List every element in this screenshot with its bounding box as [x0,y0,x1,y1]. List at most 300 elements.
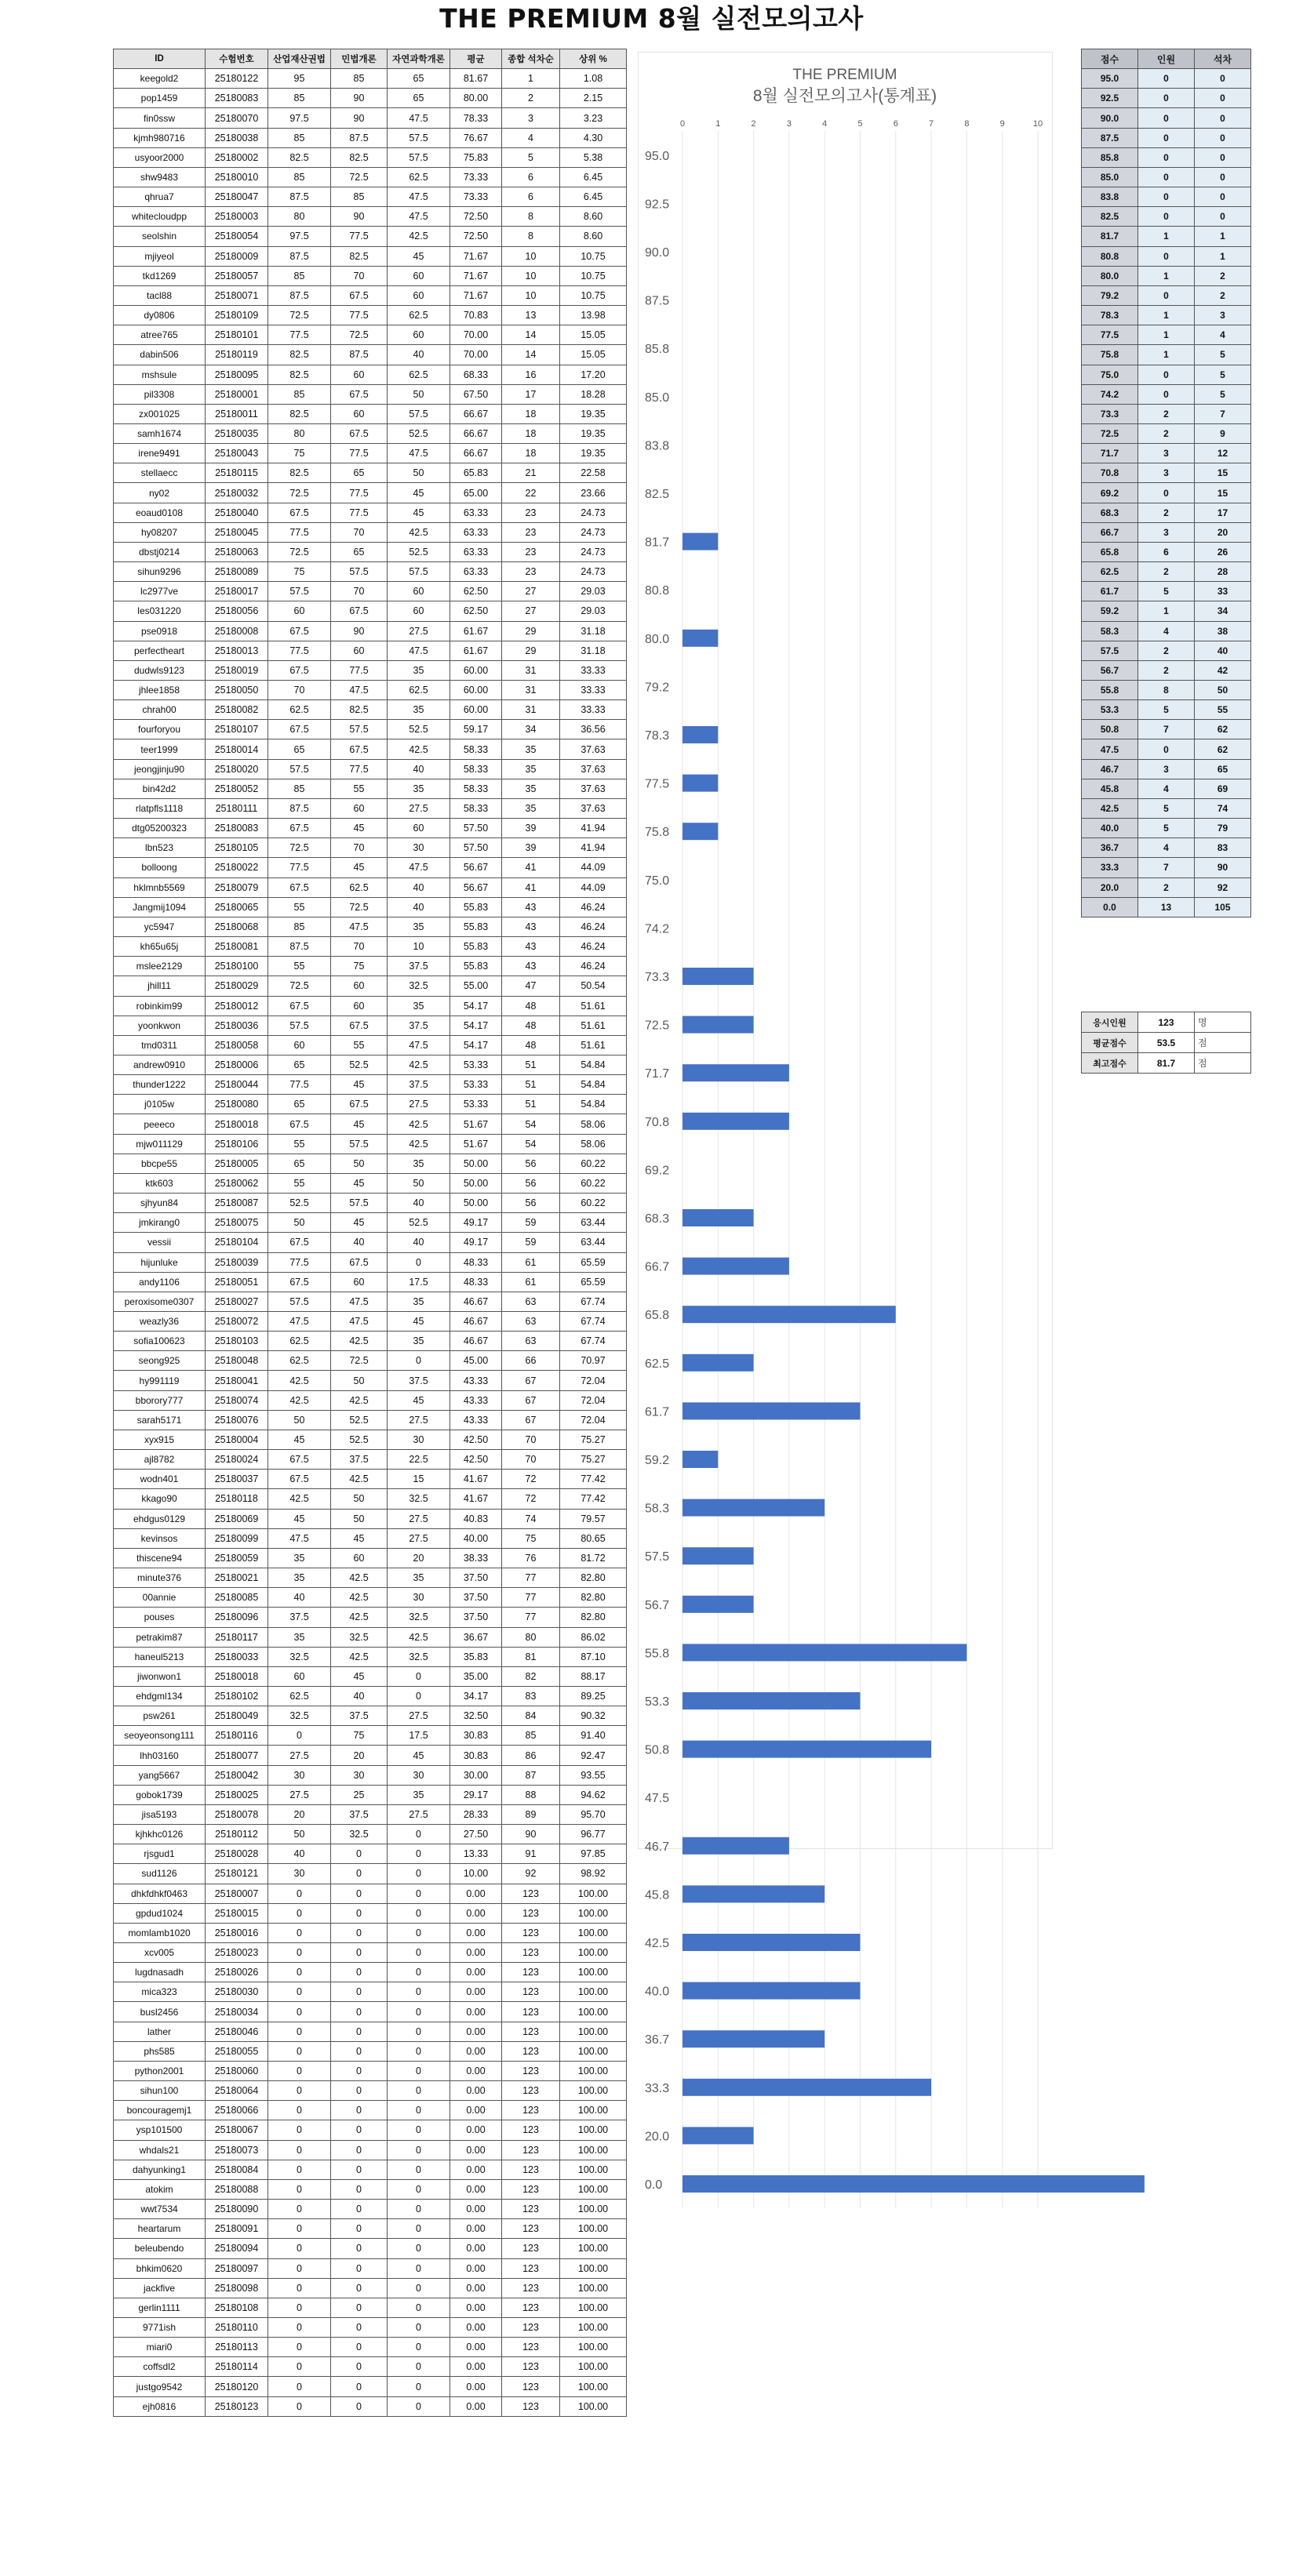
cell-top-percent: 10.75 [560,246,627,266]
cell-overall-rank: 3 [502,108,560,128]
cell-top-percent: 100.00 [560,2061,627,2080]
cell-exam-number: 25180115 [206,463,268,483]
cell-exam-number: 25180065 [206,897,268,917]
stats-row [1082,897,1251,917]
table-row [114,1312,627,1332]
cell-patent-law: 35 [268,1568,331,1588]
cell-civil-law: 72.5 [331,325,388,345]
cell-natural-science: 32.5 [388,1489,450,1509]
cell-natural-science: 0 [388,2022,450,2041]
cell-id: thunder1222 [114,1075,206,1095]
stats-cell-rank: 1 [1195,227,1251,246]
cell-exam-number: 25180098 [206,2278,268,2298]
bar [682,1258,789,1275]
cell-patent-law: 77.5 [268,1075,331,1095]
cell-id: fourforyou [114,720,206,739]
cell-id: tacl88 [114,285,206,305]
cell-id: sofia100623 [114,1332,206,1351]
cell-natural-science: 0 [388,2239,450,2258]
table-row [114,2160,627,2179]
cell-id: bin42d2 [114,779,206,798]
cell-overall-rank: 56 [502,1154,560,1173]
bar [682,823,718,840]
stats-cell-score: 42.5 [1082,798,1138,818]
table-row [114,1943,627,1963]
cell-overall-rank: 27 [502,601,560,621]
summary-unit: 명 [1195,1012,1251,1033]
cell-natural-science: 0 [388,2298,450,2317]
stats-cell-count: 1 [1138,601,1195,621]
bar [682,1113,789,1130]
cell-top-percent: 65.59 [560,1252,627,1272]
table-row [114,1194,627,1213]
stats-cell-score: 80.8 [1082,246,1138,266]
cell-civil-law: 82.5 [331,700,388,720]
cell-id: les031220 [114,601,206,621]
cell-civil-law: 57.5 [331,720,388,739]
cell-exam-number: 25180016 [206,1923,268,1942]
cell-id: momlamb1020 [114,1923,206,1942]
cell-top-percent: 41.94 [560,838,627,858]
cell-top-percent: 97.85 [560,1844,627,1864]
cell-patent-law: 85 [268,89,331,108]
cell-id: zx001025 [114,404,206,423]
cell-overall-rank: 123 [502,2160,560,2179]
cell-overall-rank: 23 [502,542,560,561]
cell-top-percent: 100.00 [560,1923,627,1942]
cell-patent-law: 67.5 [268,1233,331,1252]
cell-overall-rank: 76 [502,1548,560,1568]
cell-patent-law: 67.5 [268,621,331,641]
y-tick-label: 40.0 [645,1985,670,1999]
cell-natural-science: 32.5 [388,1608,450,1627]
cell-average: 0.00 [450,2061,502,2080]
cell-exam-number: 25180037 [206,1470,268,1489]
cell-top-percent: 96.77 [560,1825,627,1844]
cell-natural-science: 47.5 [388,858,450,877]
cell-average: 0.00 [450,2200,502,2219]
cell-overall-rank: 66 [502,1351,560,1371]
table-row [114,128,627,147]
cell-top-percent: 100.00 [560,2357,627,2377]
cell-exam-number: 25180017 [206,582,268,601]
x-tick-label: 7 [929,119,934,129]
cell-exam-number: 25180116 [206,1726,268,1746]
cell-exam-number: 25180052 [206,779,268,798]
cell-natural-science: 42.5 [388,739,450,759]
stats-row [1082,720,1251,739]
stats-cell-rank: 9 [1195,423,1251,443]
stats-cell-score: 0.0 [1082,897,1138,917]
table-row [114,266,627,285]
table-row [114,2022,627,2041]
stats-cell-rank: 15 [1195,483,1251,503]
cell-patent-law: 60 [268,601,331,621]
cell-average: 42.50 [450,1450,502,1470]
cell-overall-rank: 6 [502,167,560,187]
cell-exam-number: 25180080 [206,1095,268,1114]
cell-exam-number: 25180079 [206,877,268,897]
cell-id: busl2456 [114,2002,206,2022]
stats-row [1082,877,1251,897]
stats-row [1082,503,1251,522]
cell-average: 0.00 [450,2101,502,2120]
cell-id: jhlee1858 [114,681,206,700]
bar [682,1306,896,1323]
cell-patent-law: 72.5 [268,542,331,561]
cell-average: 0.00 [450,1963,502,1982]
cell-patent-law: 75 [268,444,331,463]
stats-cell-count: 13 [1138,897,1195,917]
cell-patent-law: 0 [268,1943,331,1963]
cell-patent-law: 82.5 [268,345,331,365]
cell-civil-law: 45 [331,1173,388,1193]
cell-natural-science: 0 [388,2140,450,2160]
cell-patent-law: 87.5 [268,798,331,818]
cell-id: kjhkhc0126 [114,1825,206,1844]
cell-top-percent: 86.02 [560,1627,627,1647]
table-row [114,187,627,207]
y-tick-label: 59.2 [645,1454,670,1467]
stats-cell-count: 0 [1138,246,1195,266]
cell-civil-law: 67.5 [331,601,388,621]
table-row [114,1825,627,1844]
cell-top-percent: 24.73 [560,522,627,542]
table-row [114,1706,627,1726]
table-row [114,2120,627,2140]
cell-id: justgo9542 [114,2377,206,2396]
cell-natural-science: 0 [388,2278,450,2298]
cell-natural-science: 32.5 [388,976,450,996]
cell-id: hijunluke [114,1252,206,1272]
cell-id: qhrua7 [114,187,206,207]
cell-overall-rank: 123 [502,1943,560,1963]
table-row [114,1134,627,1154]
table-row [114,207,627,227]
table-row [114,1864,627,1884]
stats-row [1082,384,1251,404]
cell-top-percent: 58.06 [560,1134,627,1154]
bar [682,1016,754,1034]
cell-natural-science: 60 [388,582,450,601]
cell-overall-rank: 123 [502,2002,560,2022]
cell-overall-rank: 47 [502,976,560,996]
cell-natural-science: 27.5 [388,1095,450,1114]
cell-civil-law: 32.5 [331,1627,388,1647]
cell-natural-science: 0 [388,2317,450,2337]
cell-natural-science: 60 [388,819,450,838]
cell-id: seolshin [114,227,206,246]
cell-overall-rank: 41 [502,877,560,897]
cell-top-percent: 15.05 [560,345,627,365]
summary-row [1082,1053,1251,1074]
cell-civil-law: 67.5 [331,1016,388,1035]
cell-exam-number: 25180077 [206,1746,268,1765]
stats-header-count: 인원 [1138,49,1195,69]
cell-overall-rank: 34 [502,720,560,739]
cell-overall-rank: 18 [502,423,560,443]
cell-exam-number: 25180120 [206,2377,268,2396]
cell-top-percent: 5.38 [560,147,627,167]
cell-civil-law: 77.5 [331,660,388,680]
cell-natural-science: 47.5 [388,1035,450,1055]
cell-natural-science: 60 [388,285,450,305]
cell-natural-science: 45 [388,503,450,522]
cell-exam-number: 25180007 [206,1884,268,1903]
stats-cell-score: 40.0 [1082,819,1138,838]
table-row [114,700,627,720]
cell-natural-science: 10 [388,937,450,957]
cell-overall-rank: 4 [502,128,560,147]
cell-exam-number: 25180026 [206,1963,268,1982]
cell-patent-law: 77.5 [268,522,331,542]
cell-overall-rank: 84 [502,1706,560,1726]
cell-natural-science: 40 [388,877,450,897]
cell-overall-rank: 63 [502,1292,560,1311]
cell-exam-number: 25180112 [206,1825,268,1844]
cell-average: 36.67 [450,1627,502,1647]
cell-id: mshsule [114,365,206,384]
table-row [114,2258,627,2278]
cell-patent-law: 62.5 [268,1332,331,1351]
cell-overall-rank: 75 [502,1528,560,1548]
cell-civil-law: 0 [331,1943,388,1963]
cell-patent-law: 30 [268,1765,331,1785]
bar [682,1209,754,1226]
cell-overall-rank: 87 [502,1765,560,1785]
table-row [114,2101,627,2120]
stats-cell-count: 2 [1138,641,1195,660]
cell-exam-number: 25180039 [206,1252,268,1272]
cell-patent-law: 67.5 [268,1450,331,1470]
cell-top-percent: 82.80 [560,1588,627,1608]
cell-top-percent: 31.18 [560,641,627,660]
score-stats-table [1081,49,1251,917]
column-header-id: ID [114,49,206,69]
cell-average: 38.33 [450,1548,502,1568]
cell-id: mjiyeol [114,246,206,266]
cell-top-percent: 15.05 [560,325,627,345]
cell-id: jhill11 [114,976,206,996]
table-row [114,2377,627,2396]
cell-exam-number: 25180076 [206,1410,268,1430]
y-tick-label: 85.0 [645,391,670,405]
cell-id: dabin506 [114,345,206,365]
cell-id: heartarum [114,2219,206,2239]
stats-cell-score: 47.5 [1082,739,1138,759]
x-tick-label: 1 [715,119,721,129]
cell-overall-rank: 81 [502,1647,560,1666]
cell-civil-law: 60 [331,365,388,384]
bar [682,1499,824,1517]
table-row [114,1154,627,1173]
table-row [114,838,627,858]
cell-id: rjsgud1 [114,1844,206,1864]
cell-exam-number: 25180071 [206,285,268,305]
cell-id: lbn523 [114,838,206,858]
cell-top-percent: 100.00 [560,2002,627,2022]
cell-civil-law: 70 [331,582,388,601]
stats-cell-count: 0 [1138,285,1195,305]
cell-top-percent: 50.54 [560,976,627,996]
cell-top-percent: 54.84 [560,1095,627,1114]
cell-overall-rank: 16 [502,365,560,384]
cell-exam-number: 25180038 [206,128,268,147]
cell-civil-law: 90 [331,89,388,108]
y-tick-label: 58.3 [645,1502,670,1516]
stats-cell-count: 0 [1138,483,1195,503]
cell-civil-law: 90 [331,207,388,227]
stats-cell-score: 78.3 [1082,306,1138,325]
stats-cell-rank: 5 [1195,345,1251,365]
cell-id: robinkim99 [114,996,206,1016]
cell-exam-number: 25180036 [206,1016,268,1035]
stats-cell-score: 66.7 [1082,522,1138,542]
y-tick-label: 77.5 [645,777,670,791]
cell-natural-science: 45 [388,1312,450,1332]
cell-id: xcv005 [114,1943,206,1963]
stats-row [1082,739,1251,759]
cell-civil-law: 0 [331,2317,388,2337]
x-tick-label: 3 [786,119,792,129]
cell-overall-rank: 48 [502,1035,560,1055]
cell-patent-law: 85 [268,128,331,147]
cell-patent-law: 50 [268,1410,331,1430]
cell-id: miari0 [114,2338,206,2357]
cell-exam-number: 25180056 [206,601,268,621]
cell-patent-law: 0 [268,2278,331,2298]
cell-average: 28.33 [450,1804,502,1824]
cell-natural-science: 0 [388,2101,450,2120]
stats-cell-rank: 83 [1195,838,1251,858]
summary-unit: 점 [1195,1033,1251,1053]
cell-id: dahyunking1 [114,2160,206,2179]
cell-id: jisa5193 [114,1804,206,1824]
table-row [114,1528,627,1548]
cell-top-percent: 13.98 [560,306,627,325]
cell-civil-law: 0 [331,1844,388,1864]
cell-patent-law: 62.5 [268,700,331,720]
y-tick-label: 81.7 [645,536,670,550]
table-row [114,345,627,365]
cell-top-percent: 72.04 [560,1371,627,1390]
cell-overall-rank: 35 [502,798,560,818]
stats-row [1082,601,1251,621]
cell-natural-science: 27.5 [388,621,450,641]
cell-natural-science: 40 [388,1233,450,1252]
cell-id: usyoor2000 [114,147,206,167]
stats-cell-score: 83.8 [1082,187,1138,207]
cell-average: 0.00 [450,2357,502,2377]
stats-cell-rank: 0 [1195,167,1251,187]
cell-patent-law: 27.5 [268,1785,331,1804]
stats-cell-rank: 7 [1195,404,1251,423]
cell-exam-number: 25180084 [206,2160,268,2179]
cell-natural-science: 65 [388,69,450,89]
table-row [114,2179,627,2199]
y-tick-label: 0.0 [645,2178,663,2192]
cell-average: 59.17 [450,720,502,739]
cell-id: phs585 [114,2041,206,2061]
cell-top-percent: 22.58 [560,463,627,483]
stats-cell-count: 0 [1138,365,1195,384]
cell-patent-law: 35 [268,1548,331,1568]
cell-exam-number: 25180018 [206,1666,268,1686]
cell-top-percent: 46.24 [560,937,627,957]
table-row [114,1765,627,1785]
cell-top-percent: 37.63 [560,759,627,779]
cell-patent-law: 67.5 [268,996,331,1016]
cell-patent-law: 85 [268,917,331,936]
table-row [114,2317,627,2337]
bar [682,2079,931,2096]
cell-natural-science: 52.5 [388,423,450,443]
table-row [114,1666,627,1686]
stats-cell-rank: 62 [1195,739,1251,759]
cell-id: python2001 [114,2061,206,2080]
stats-cell-count: 8 [1138,681,1195,700]
cell-exam-number: 25180066 [206,2101,268,2120]
stats-row [1082,819,1251,838]
stats-cell-score: 85.0 [1082,167,1138,187]
cell-exam-number: 25180106 [206,1134,268,1154]
cell-civil-law: 60 [331,404,388,423]
cell-id: sihun100 [114,2081,206,2101]
cell-average: 0.00 [450,1903,502,1923]
cell-top-percent: 100.00 [560,1884,627,1903]
y-tick-label: 36.7 [645,2033,670,2047]
y-tick-label: 79.2 [645,681,670,695]
cell-id: petrakim87 [114,1627,206,1647]
table-row [114,1055,627,1074]
cell-patent-law: 85 [268,167,331,187]
cell-id: dtg05200323 [114,819,206,838]
cell-civil-law: 0 [331,2219,388,2239]
cell-exam-number: 25180110 [206,2317,268,2337]
cell-patent-law: 55 [268,1173,331,1193]
cell-average: 0.00 [450,2338,502,2357]
stats-cell-count: 2 [1138,660,1195,680]
cell-average: 0.00 [450,2160,502,2179]
table-row [114,1213,627,1233]
cell-patent-law: 0 [268,2041,331,2061]
cell-patent-law: 82.5 [268,147,331,167]
cell-natural-science: 30 [388,1430,450,1449]
y-tick-label: 62.5 [645,1357,670,1371]
cell-exam-number: 25180087 [206,1194,268,1213]
cell-civil-law: 85 [331,69,388,89]
cell-id: 00annie [114,1588,206,1608]
column-header-overall-rank: 종합 석차순 [502,49,560,69]
cell-exam-number: 25180101 [206,325,268,345]
y-tick-label: 75.0 [645,874,670,888]
cell-average: 37.50 [450,1568,502,1588]
cell-top-percent: 100.00 [560,2022,627,2041]
cell-exam-number: 25180109 [206,306,268,325]
cell-patent-law: 32.5 [268,1706,331,1726]
stats-row [1082,522,1251,542]
cell-overall-rank: 10 [502,266,560,285]
cell-civil-law: 77.5 [331,483,388,503]
cell-id: dy0806 [114,306,206,325]
cell-top-percent: 19.35 [560,423,627,443]
cell-natural-science: 0 [388,1923,450,1942]
stats-cell-count: 2 [1138,423,1195,443]
x-tick-label: 4 [822,119,828,129]
y-tick-label: 50.8 [645,1743,670,1757]
cell-overall-rank: 59 [502,1213,560,1233]
cell-id: gerlin1111 [114,2298,206,2317]
